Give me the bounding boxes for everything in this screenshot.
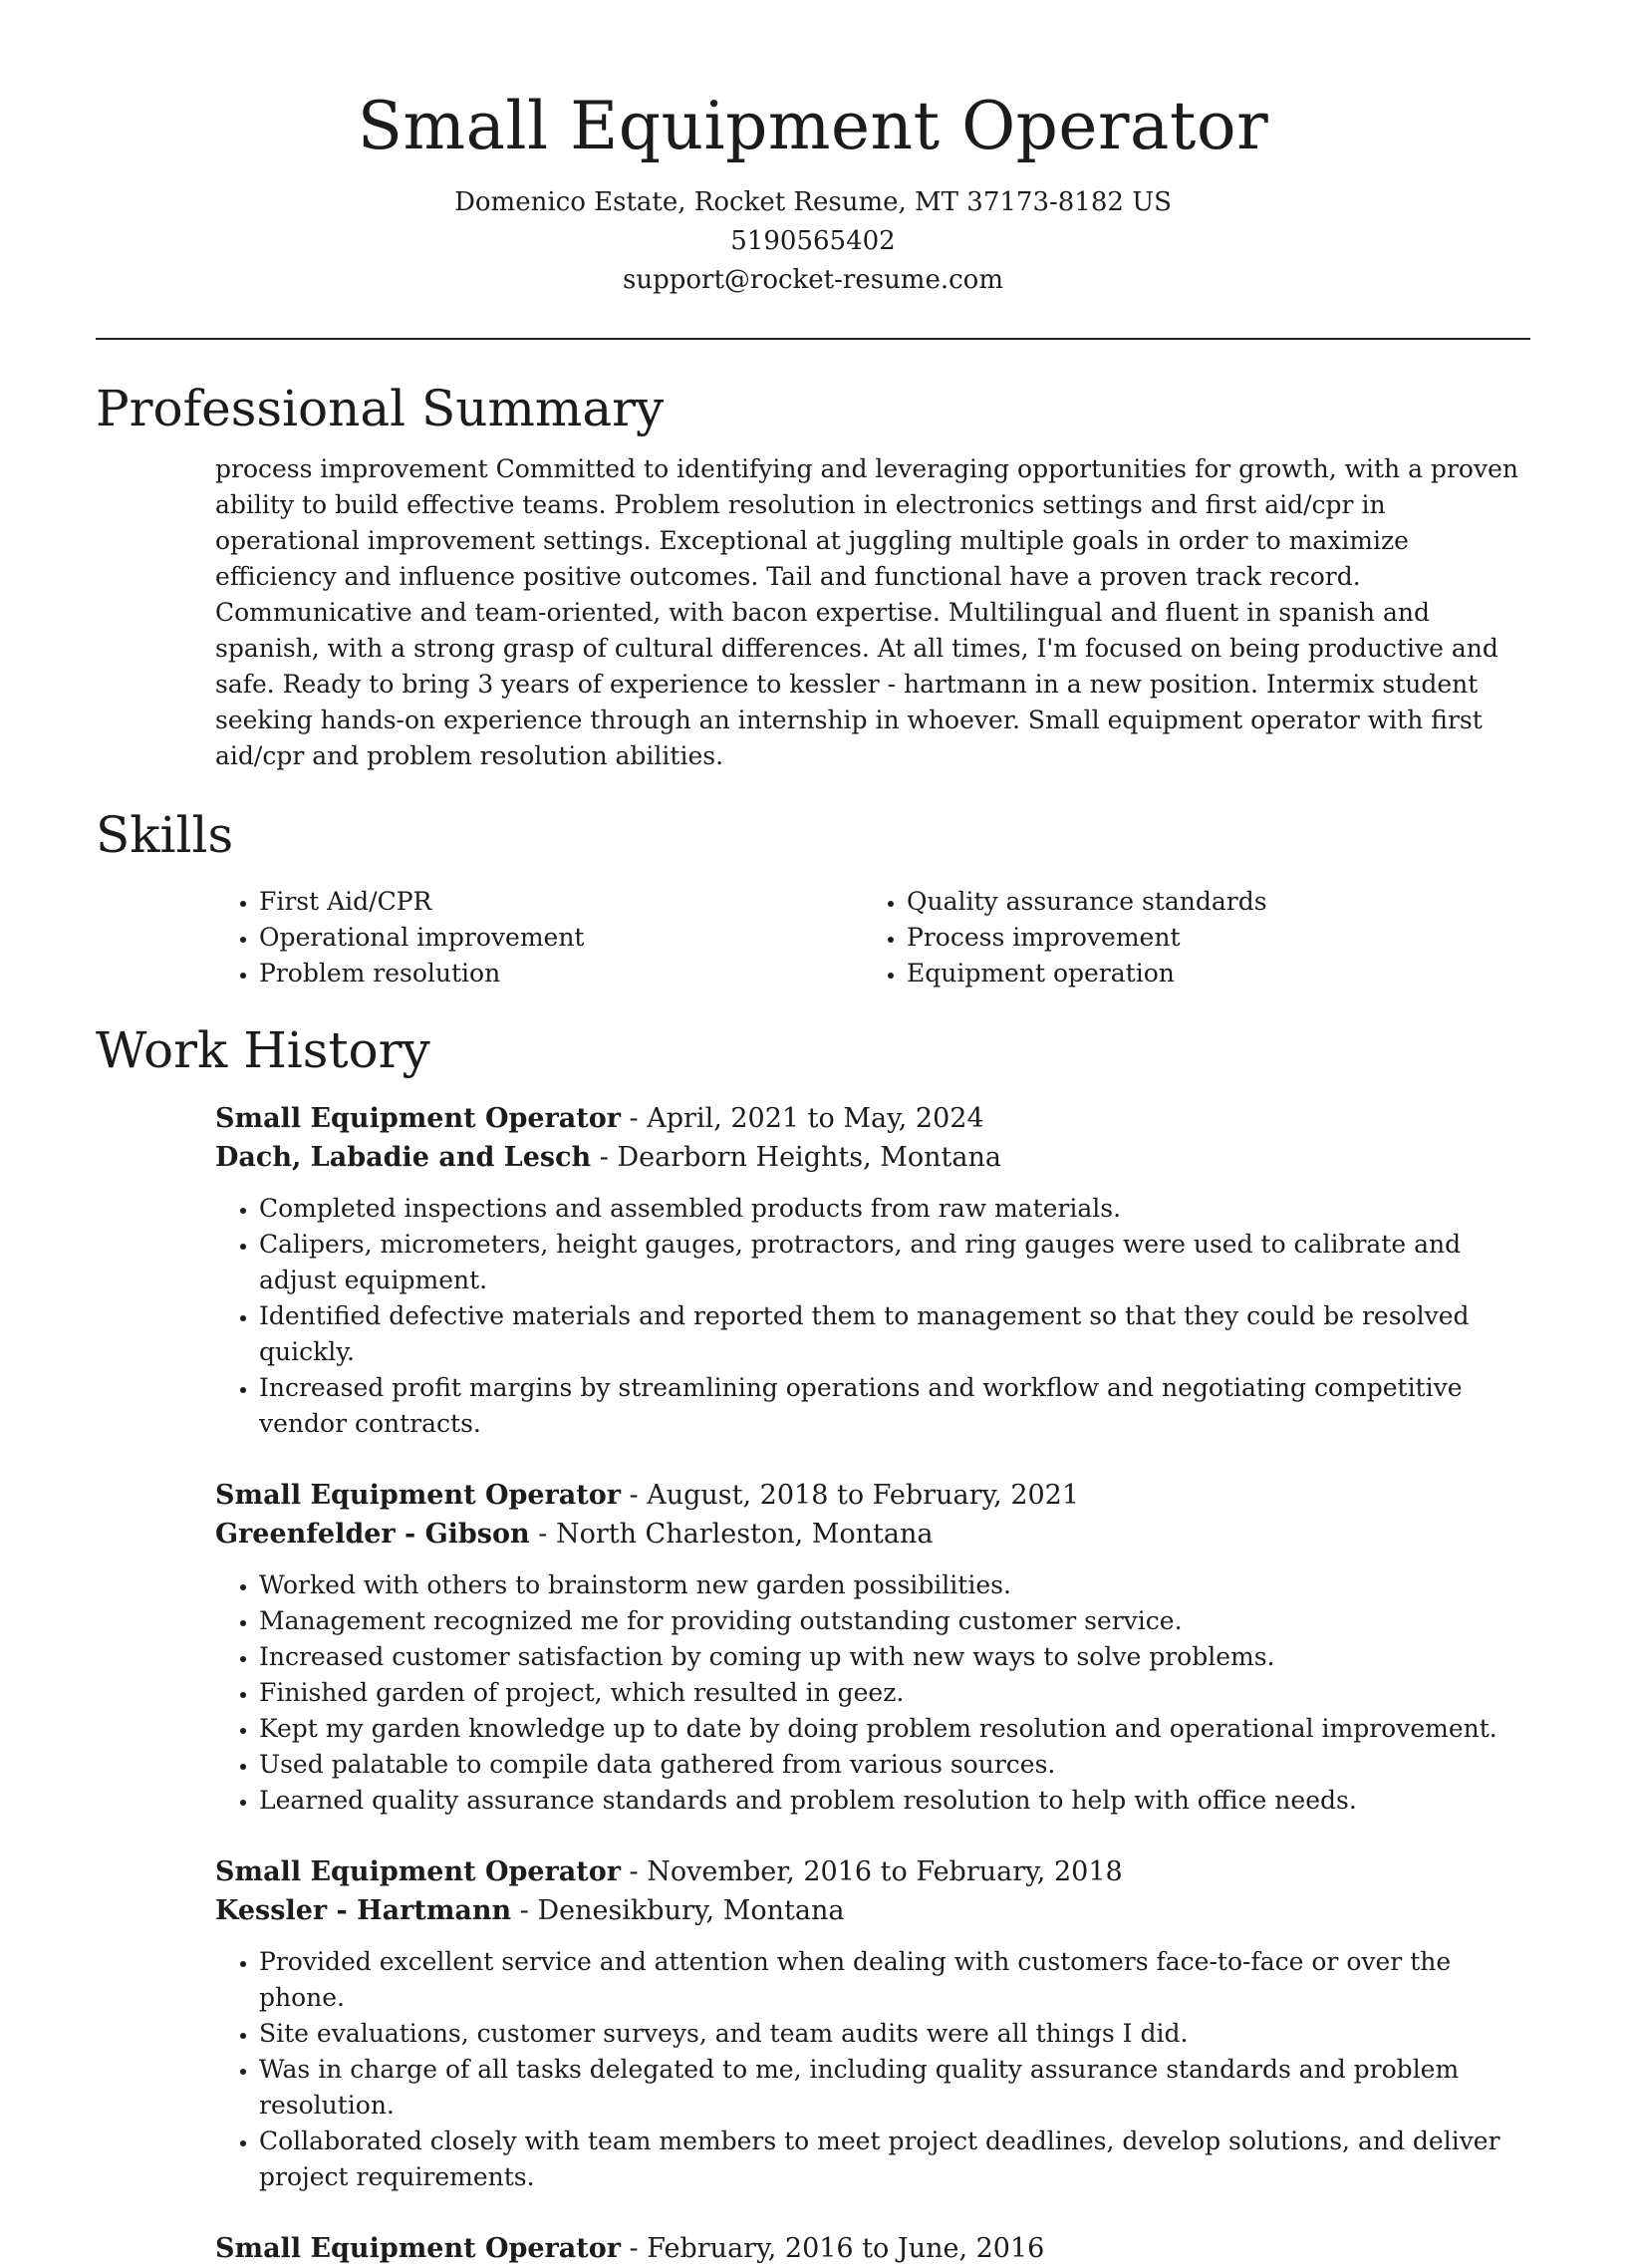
job-company: Dach, Labadie and Lesch	[215, 1142, 592, 1173]
skill-item: • First Aid/CPR	[259, 884, 863, 920]
job-bullet: • Provided excellent service and attention when dealing with customers face-to-face or over the phone.	[259, 1944, 1530, 2016]
skill-item: • Equipment operation	[907, 956, 1510, 992]
job-bullets	[215, 1567, 1530, 1819]
skills-section	[96, 804, 1530, 992]
skill-item: • Process improvement	[907, 920, 1510, 956]
skill-item: • Operational improvement	[259, 920, 863, 956]
skills-grid	[215, 884, 1530, 992]
job-bullet: • Completed inspections and assembled products from raw materials.	[259, 1191, 1530, 1227]
contact-block	[96, 183, 1530, 300]
job-bullet: • Was in charge of all tasks delegated to me, including quality assurance standards and problem resolution.	[259, 2052, 1530, 2124]
job-bullet: • Learned quality assurance standards and problem resolution to help with office needs.	[259, 1783, 1530, 1819]
job-bullet: • Increased customer satisfaction by coming up with new ways to solve problems.	[259, 1639, 1530, 1675]
job-bullets	[215, 1944, 1530, 2195]
contact-address: Domenico Estate, Rocket Resume, MT 37173-8182 US	[454, 187, 1172, 217]
job-title-line: Small Equipment Operator - August, 2018 to February, 2021	[215, 1480, 1080, 1511]
job-dates: November, 2016 to February, 2018	[647, 1856, 1123, 1887]
job-title: Small Equipment Operator	[215, 2233, 621, 2264]
job-company-line: Dach, Labadie and Lesch - Dearborn Heights, Montana	[215, 1142, 1001, 1173]
job-bullets	[215, 1191, 1530, 1442]
job-entry	[215, 1099, 1530, 1442]
job-location: North Charleston, Montana	[555, 1519, 934, 1550]
work-history-section	[96, 1019, 1530, 2268]
job-entry	[215, 1476, 1530, 1819]
job-dates: August, 2018 to February, 2021	[647, 1480, 1080, 1511]
contact-phone: 5190565402	[730, 226, 896, 256]
job-title: Small Equipment Operator	[215, 1103, 621, 1134]
job-bullet: • Calipers, micrometers, height gauges, protractors, and ring gauges were used to calibrate and adjust equipment.	[259, 1227, 1530, 1298]
summary-section	[96, 378, 1530, 774]
job-bullet: • Used palatable to compile data gathered from various sources.	[259, 1747, 1530, 1783]
header-divider	[96, 338, 1530, 340]
job-location: Dearborn Heights, Montana	[617, 1142, 1001, 1173]
job-company: Greenfelder - Gibson	[215, 1519, 530, 1550]
job-title-line: Small Equipment Operator - November, 2016 to February, 2018	[215, 1856, 1123, 1887]
skill-item: • Problem resolution	[259, 956, 863, 992]
job-bullet: • Kept my garden knowledge up to date by doing problem resolution and operational improvement.	[259, 1711, 1530, 1747]
job-dates: April, 2021 to May, 2024	[647, 1103, 984, 1134]
job-bullet: • Increased profit margins by streamlining operations and workflow and negotiating competitive vendor contracts.	[259, 1370, 1530, 1442]
resume-header	[96, 0, 1530, 300]
job-bullet: • Finished garden of project, which resulted in geez.	[259, 1675, 1530, 1711]
job-title-line: Small Equipment Operator - February, 2016 to June, 2016	[215, 2233, 1045, 2264]
job-entry	[215, 1852, 1530, 2195]
resume-page	[96, 0, 1530, 2268]
job-bullet: • Worked with others to brainstorm new garden possibilities.	[259, 1567, 1530, 1603]
job-company-line: Greenfelder - Gibson - North Charleston, Montana	[215, 1519, 934, 1550]
job-company-line: Kessler - Hartmann - Denesikbury, Montana	[215, 1895, 845, 1926]
job-title: Small Equipment Operator	[215, 1480, 621, 1511]
job-company: Kessler - Hartmann	[215, 1895, 512, 1926]
job-dates: February, 2016 to June, 2016	[647, 2233, 1045, 2264]
job-bullet: • Site evaluations, customer surveys, and team audits were all things I did.	[259, 2016, 1530, 2052]
job-bullet: • Management recognized me for providing outstanding customer service.	[259, 1603, 1530, 1639]
job-title-line: Small Equipment Operator - April, 2021 to May, 2024	[215, 1103, 984, 1134]
job-entry	[215, 2229, 1530, 2268]
job-title: Small Equipment Operator	[215, 1856, 621, 1887]
skills-heading: Skills	[96, 806, 234, 864]
job-bullet: • Identified defective materials and reported them to management so that they could be resolved quickly.	[259, 1298, 1530, 1370]
skills-list-left	[215, 884, 863, 992]
summary-heading: Professional Summary	[96, 380, 665, 437]
candidate-name: Small Equipment Operator	[357, 88, 1269, 164]
summary-text: process improvement Committed to identifying and leveraging opportunities for growth, with a proven ability to build effective teams. Problem resolution in electronics settings and first aid/cpr in operational improvement settings. Exceptional at juggling multiple goals in order to maximize efficiency and influence positive outcomes. Tail and functional have a proven track record. Communicative and team-oriented, with bacon expertise. Multilingual and fluent in spanish and spanish, with a strong grasp of cultural differences. At all times, I'm focused on being productive and safe. Ready to bring 3 years of experience to kessler - hartmann in a new position. Intermix student seeking hands-on experience through an internship in whoever. Small equipment operator with first aid/cpr and problem resolution abilities.	[215, 454, 1518, 770]
skill-item: • Quality assurance standards	[907, 884, 1510, 920]
work-history-heading: Work History	[96, 1021, 430, 1079]
job-location: Denesikbury, Montana	[537, 1895, 845, 1926]
contact-email: support@rocket-resume.com	[622, 265, 1003, 295]
job-bullet: • Collaborated closely with team members to meet project deadlines, develop solutions, and deliver project requirements.	[259, 2124, 1530, 2195]
skills-list-right	[863, 884, 1510, 992]
